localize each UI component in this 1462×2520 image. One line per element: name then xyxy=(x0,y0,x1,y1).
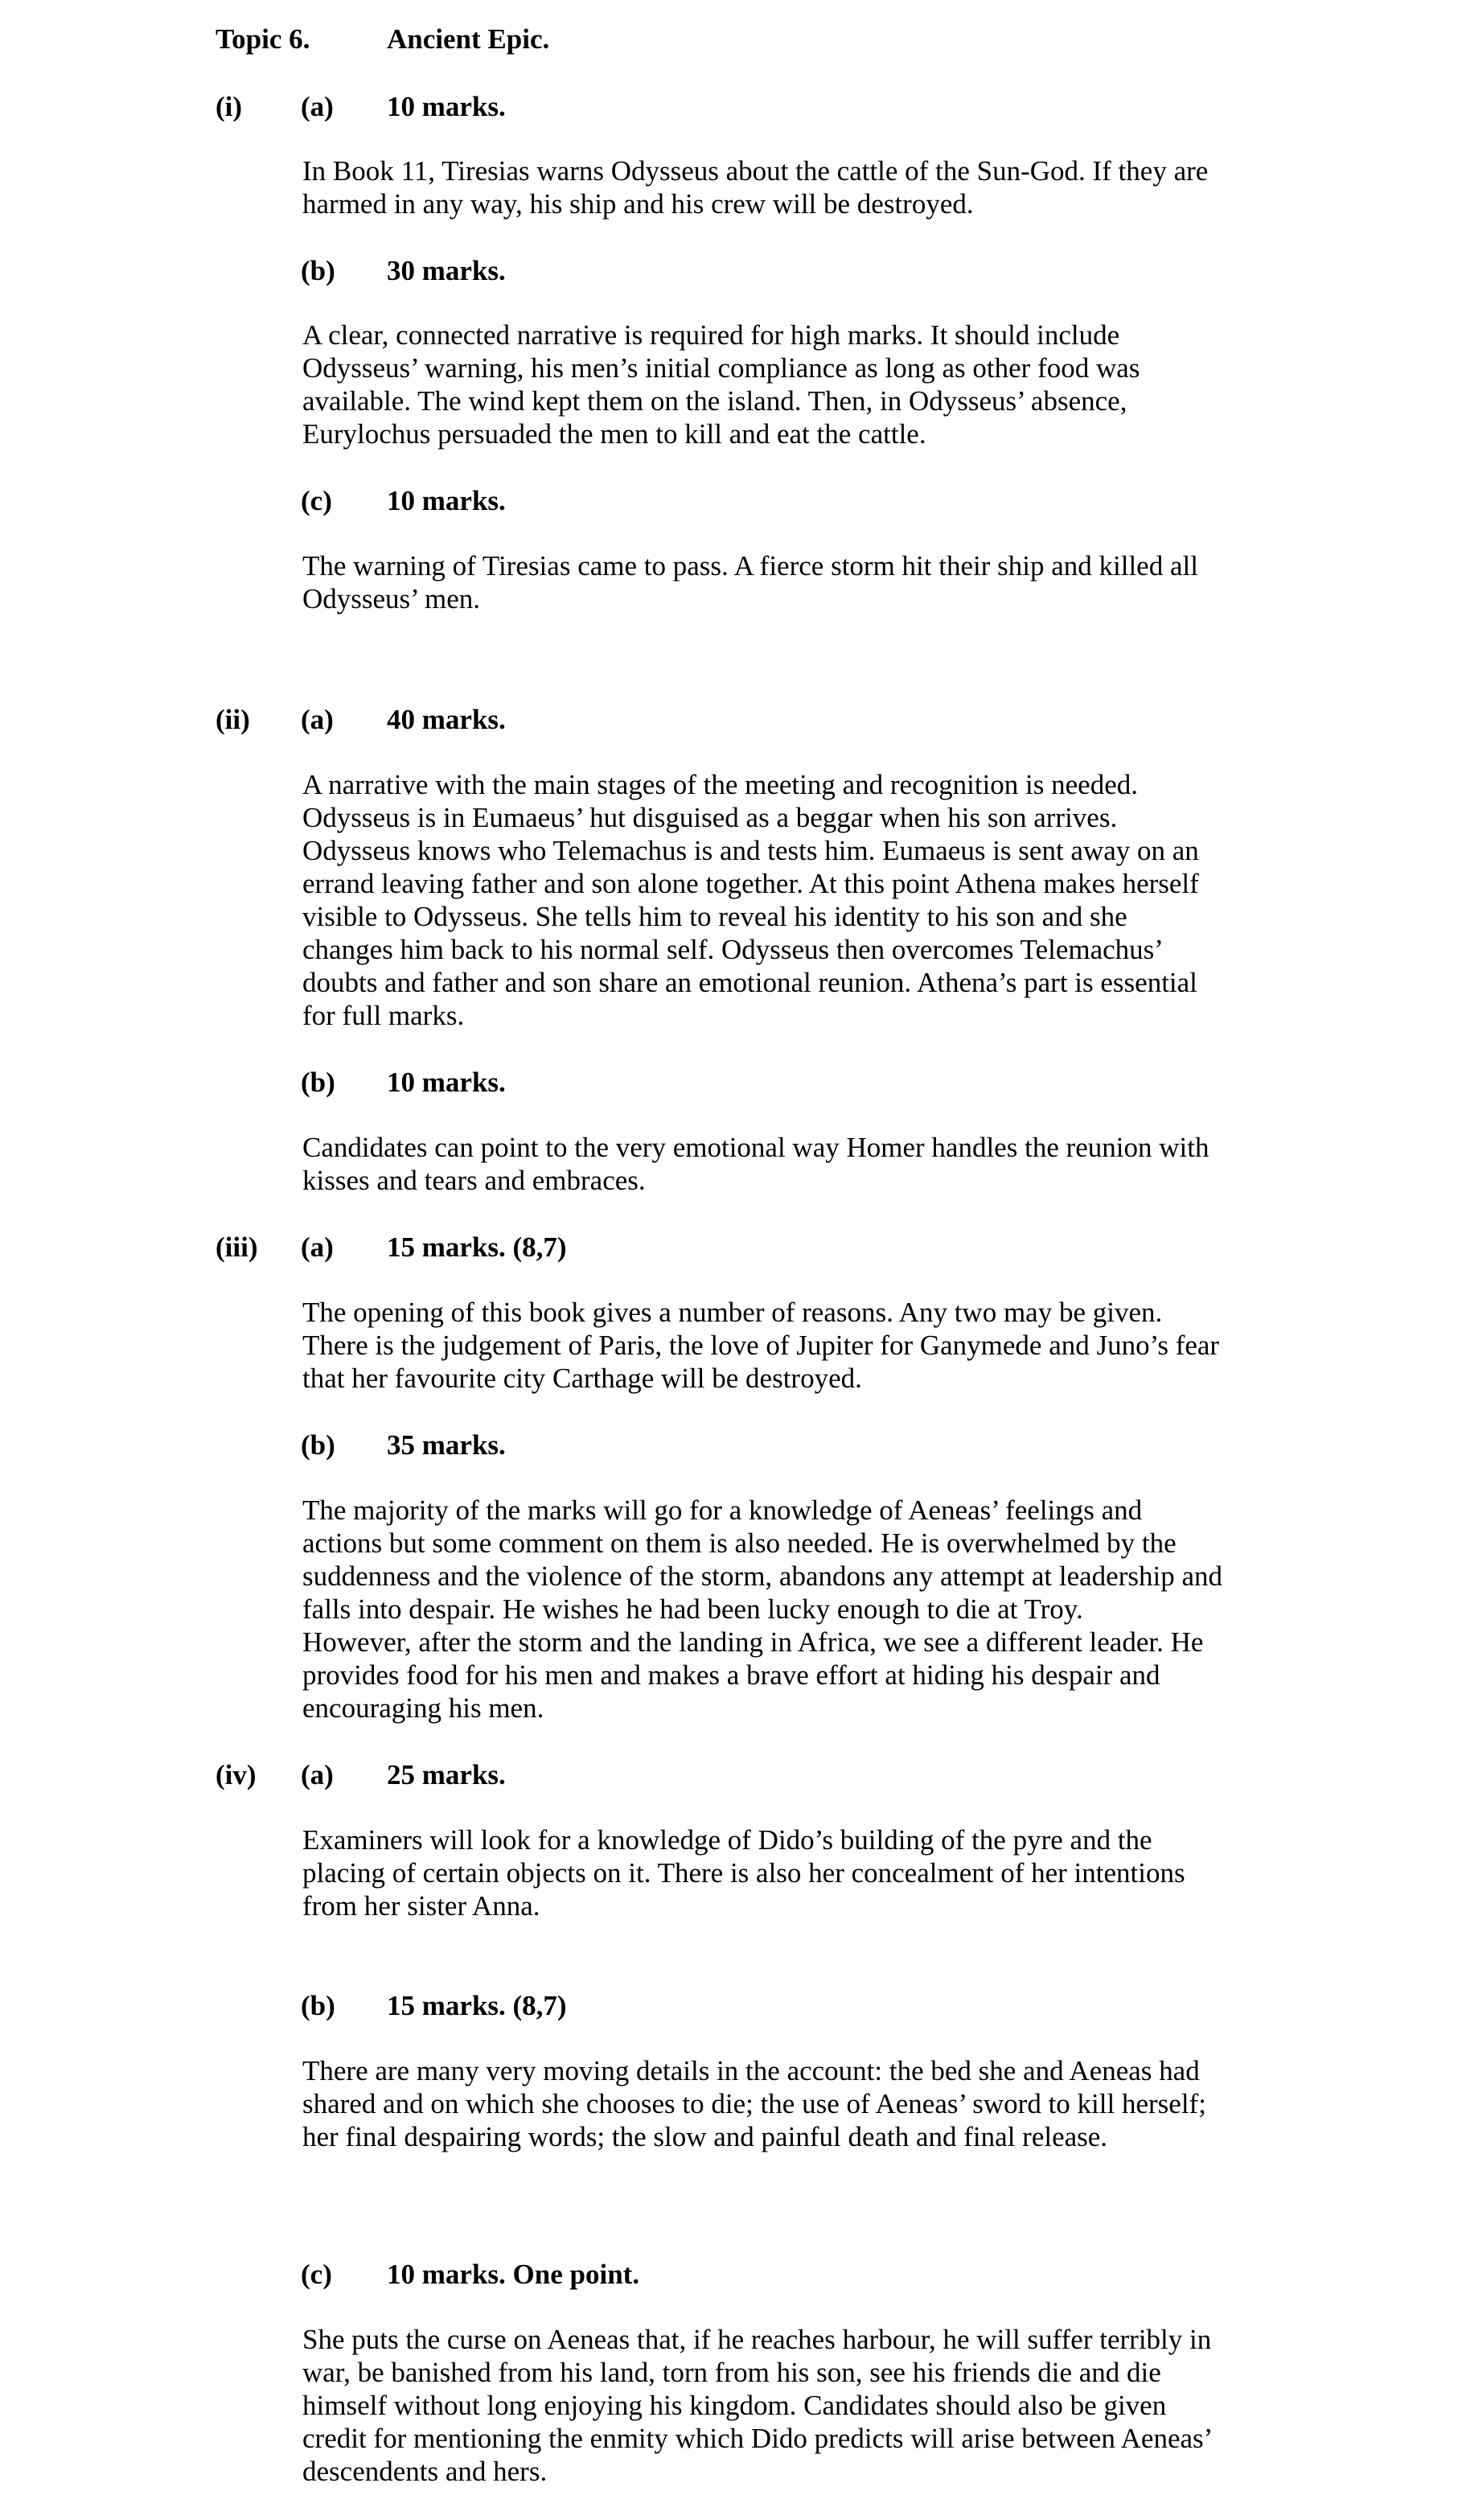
question-number: (ii) xyxy=(216,704,250,735)
question-number: (iii) xyxy=(216,1231,258,1263)
text-line: credit for mentioning the enmity which Dido predicts will arise between Aeneas’ xyxy=(302,2423,1214,2454)
part-marks: 15 marks. (8,7) xyxy=(387,1231,567,1263)
text-line: The warning of Tiresias came to pass. A fierce storm hit their ship and killed all xyxy=(302,550,1198,582)
text-line: descendents and hers. xyxy=(302,2456,548,2487)
text-line: However, after the storm and the landing in Africa, we see a different leader. He xyxy=(302,1626,1204,1658)
text-line: She puts the curse on Aeneas that, if he reaches harbour, he will suffer terribly in xyxy=(302,2324,1212,2355)
part-marks: 10 marks. xyxy=(387,485,506,516)
part-marks: 30 marks. xyxy=(387,255,506,286)
part-marks: 25 marks. xyxy=(387,1759,506,1790)
topic-title: Ancient Epic. xyxy=(387,23,550,55)
part-marks: 15 marks. (8,7) xyxy=(387,1990,567,2021)
question-number: (i) xyxy=(216,91,243,122)
part-text xyxy=(302,1131,1267,1197)
text-line: from her sister Anna. xyxy=(302,1890,540,1922)
part-marks: 10 marks. One point. xyxy=(387,2259,640,2290)
part-letter: (a) xyxy=(301,91,334,122)
text-line: The majority of the marks will go for a knowledge of Aeneas’ feelings and xyxy=(302,1494,1143,1526)
part-letter: (c) xyxy=(301,2259,332,2290)
topic-label: Topic 6. xyxy=(216,23,310,55)
text-line: Examiners will look for a knowledge of Dido’s building of the pyre and the xyxy=(302,1824,1152,1856)
text-line: visible to Odysseus. She tells him to reveal his identity to his son and she xyxy=(302,901,1127,932)
text-line: changes him back to his normal self. Odysseus then overcomes Telemachus’ xyxy=(302,934,1164,965)
part-text xyxy=(302,1823,1267,1922)
part-text xyxy=(302,2054,1267,2153)
text-line: provides food for his men and makes a brave effort at hiding his despair and xyxy=(302,1659,1160,1691)
part-marks: 35 marks. xyxy=(387,1429,506,1461)
part-letter: (a) xyxy=(301,1759,334,1790)
part-letter: (a) xyxy=(301,1231,334,1263)
text-line: Candidates can point to the very emotional way Homer handles the reunion with xyxy=(302,1132,1209,1163)
part-text xyxy=(302,1494,1267,1725)
text-line: kisses and tears and embraces. xyxy=(302,1165,646,1196)
part-marks: 40 marks. xyxy=(387,704,506,735)
part-letter: (b) xyxy=(301,255,335,286)
text-line: harmed in any way, his ship and his crew will be destroyed. xyxy=(302,188,974,220)
part-text xyxy=(302,768,1267,1032)
text-line: that her favourite city Carthage will be destroyed. xyxy=(302,1363,862,1394)
text-line: Odysseus knows who Telemachus is and tests him. Eumaeus is sent away on an xyxy=(302,835,1199,866)
text-line: A clear, connected narrative is required for high marks. It should include xyxy=(302,319,1120,351)
text-line: for full marks. xyxy=(302,1000,465,1031)
part-text xyxy=(302,549,1267,615)
text-line: her final despairing words; the slow and painful death and final release. xyxy=(302,2121,1108,2152)
part-letter: (c) xyxy=(301,485,332,516)
question-number: (iv) xyxy=(216,1759,257,1790)
text-line: Odysseus’ men. xyxy=(302,583,480,615)
text-line: shared and on which she chooses to die; the use of Aeneas’ sword to kill herself; xyxy=(302,2088,1206,2119)
part-text xyxy=(302,154,1267,220)
text-line: placing of certain objects on it. There is also her concealment of her intentions xyxy=(302,1857,1185,1889)
text-line: doubts and father and son share an emotional reunion. Athena’s part is essential xyxy=(302,967,1197,998)
text-line: actions but some comment on them is also needed. He is overwhelmed by the xyxy=(302,1527,1177,1559)
part-letter: (a) xyxy=(301,704,334,735)
text-line: Odysseus is in Eumaeus’ hut disguised as a beggar when his son arrives. xyxy=(302,802,1118,833)
text-line: falls into despair. He wishes he had been lucky enough to die at Troy. xyxy=(302,1593,1083,1625)
text-line: A narrative with the main stages of the meeting and recognition is needed. xyxy=(302,769,1138,800)
text-line: available. The wind kept them on the island. Then, in Odysseus’ absence, xyxy=(302,385,1127,417)
text-line: The opening of this book gives a number of reasons. Any two may be given. xyxy=(302,1297,1163,1328)
part-text xyxy=(302,2323,1267,2488)
part-marks: 10 marks. xyxy=(387,91,506,122)
part-text xyxy=(302,319,1267,450)
text-line: There are many very moving details in the account: the bed she and Aeneas had xyxy=(302,2055,1200,2086)
text-line: In Book 11, Tiresias warns Odysseus about the cattle of the Sun-God. If they are xyxy=(302,155,1209,187)
part-letter: (b) xyxy=(301,1429,335,1461)
text-line: war, be banished from his land, torn from his son, see his friends die and die xyxy=(302,2357,1161,2388)
text-line: suddenness and the violence of the storm, abandons any attempt at leadership and xyxy=(302,1560,1222,1592)
text-line: himself without long enjoying his kingdom. Candidates should also be given xyxy=(302,2390,1167,2421)
text-line: There is the judgement of Paris, the love of Jupiter for Ganymede and Juno’s fear xyxy=(302,1330,1220,1361)
part-letter: (b) xyxy=(301,1990,335,2021)
text-line: encouraging his men. xyxy=(302,1692,544,1724)
part-text xyxy=(302,1296,1267,1395)
part-marks: 10 marks. xyxy=(387,1067,506,1098)
part-letter: (b) xyxy=(301,1067,335,1098)
text-line: errand leaving father and son alone together. At this point Athena makes herself xyxy=(302,868,1199,899)
text-line: Eurylochus persuaded the men to kill and eat the cattle. xyxy=(302,418,926,450)
text-line: Odysseus’ warning, his men’s initial compliance as long as other food was xyxy=(302,352,1140,384)
